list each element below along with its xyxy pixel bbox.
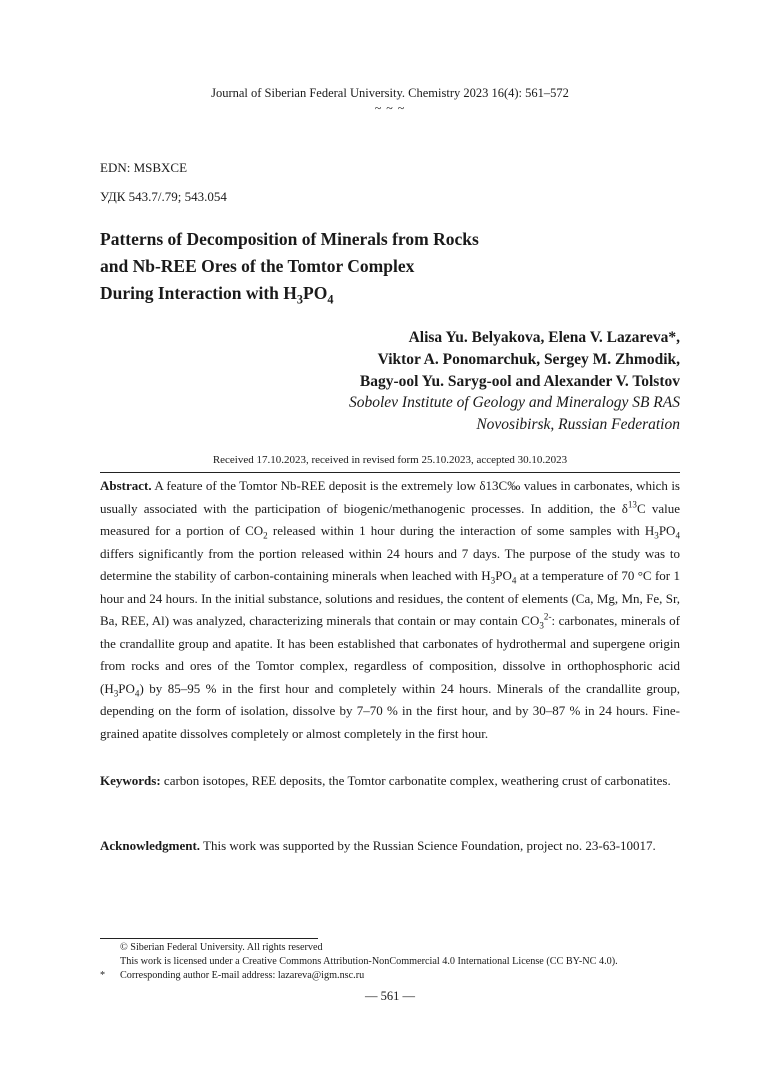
title-line-3 xyxy=(100,280,660,307)
license-note: This work is licensed under a Creative Commons Attribution-NonCommercial 4.0 International License (CC BY-NC 4.0). xyxy=(120,956,618,967)
keywords-text: carbon isotopes, REE deposits, the Tomtor carbonatite complex, weathering crust of carbonatites. xyxy=(160,773,671,788)
page-number: — 561 — xyxy=(365,989,415,1003)
corresponding-email: Corresponding author E-mail address: lazareva@igm.nsc.ru xyxy=(120,970,365,981)
authors-line-3: Bagy-ool Yu. Saryg-ool and Alexander V. Tolstov xyxy=(359,373,680,390)
abstract-segment: ) by 85–95 % in the first hour and completely within 24 hours. Minerals of the crandallite group, depending on the form of isolation, dissolve by 7–70 % in the first hour, and by 30–87 % in 24 hours. Fine-grained apatite dissolves completely or almost completely in the first hour. xyxy=(100,680,680,741)
abstract-segment: released within 1 hour during the interaction of some samples with H xyxy=(267,523,655,538)
abstract-segment: PO xyxy=(118,680,135,696)
copyright-note: © Siberian Federal University. All rights reserved xyxy=(120,942,323,953)
journal-header: Journal of Siberian Federal University. Chemistry 2023 16(4): 561–572 xyxy=(211,86,569,100)
abstract-label: Abstract. xyxy=(100,478,152,493)
abstract-segment: PO xyxy=(495,568,512,583)
affiliation xyxy=(349,392,680,436)
abstract-segment: C value measured for a portion of CO xyxy=(100,500,681,538)
abstract-segment: at a temperature of 70 °C for 1 hour and 24 hours. In the initial substance, solutions and residues, the content of elements (Ca, Mg, Mn, Fe, Sr, Ba, REE, Al) was analyzed, characterizing minerals that contain or may contain CO xyxy=(100,568,680,628)
authors-line-2: Viktor A. Ponomarchuk, Sergey M. Zhmodik, xyxy=(377,351,680,368)
author-list xyxy=(360,327,680,393)
abstract-text xyxy=(100,475,680,745)
footnotes xyxy=(100,941,700,983)
keywords-label: Keywords: xyxy=(100,773,161,788)
subscript: 4 xyxy=(675,530,680,541)
title-line-3-text: PO xyxy=(303,283,328,303)
affiliation-line-2: Novosibirsk, Russian Federation xyxy=(476,416,680,433)
superscript: 13 xyxy=(627,499,637,510)
subscript: 3 xyxy=(654,530,659,541)
abstract-segment: PO xyxy=(658,523,676,538)
title-subscript: 4 xyxy=(327,292,334,307)
title-line-1: Patterns of Decomposition of Minerals from Rocks xyxy=(100,229,479,249)
subscript: 2 xyxy=(263,530,268,541)
acknowledgment xyxy=(100,835,680,858)
abstract-segment: : carbonates, minerals of the crandallite group and apatite. It has been established that carbonates of hydrothermal and supergene origin from rocks and ores of the Tomtor complex, regardless of composition, dissolve in orthophosphoric acid (H xyxy=(100,613,680,696)
edn-code: EDN: MSBXCE xyxy=(100,160,188,175)
subscript: 3 xyxy=(539,620,544,631)
subscript: 3 xyxy=(490,575,496,586)
affiliation-line-1: Sobolev Institute of Geology and Mineralogy SB RAS xyxy=(348,394,680,411)
header-separator: ~ ~ ~ xyxy=(374,101,406,115)
subscript: 4 xyxy=(134,688,140,699)
udk-code: УДК 543.7/.79; 543.054 xyxy=(100,189,227,204)
title-line-3-text: During Interaction with H xyxy=(100,283,297,303)
abstract-divider xyxy=(100,472,680,473)
paper-title xyxy=(100,226,660,307)
authors-line-1: Alisa Yu. Belyakova, Elena V. Lazareva*, xyxy=(408,329,680,346)
abstract-segment: differs significantly from the portion released within 24 hours and 7 days. The purpose of the study was to determine the stability of carbon-containing minerals when leached with H xyxy=(100,545,680,583)
abstract-segment: A feature of the Tomtor Nb-REE deposit is the extremely low δ13C‰ values in carbonates, which is usually associated with the participation of biogenic/methanogenic processes. In addition, the δ xyxy=(100,478,680,516)
title-line-2: and Nb-REE Ores of the Tomtor Complex xyxy=(100,256,415,276)
footnote-star: * xyxy=(100,970,106,981)
corresponding-note xyxy=(100,969,700,983)
abstract xyxy=(100,475,680,745)
footnote-divider xyxy=(100,938,318,939)
subscript: 4 xyxy=(511,575,517,586)
acknowledgment-text: This work was supported by the Russian Science Foundation, project no. 23-63-10017. xyxy=(200,838,656,853)
keywords xyxy=(100,770,680,793)
acknowledgment-label: Acknowledgment. xyxy=(100,838,201,853)
received-dates: Received 17.10.2023, received in revised form 25.10.2023, accepted 30.10.2023 xyxy=(212,454,568,466)
subscript: 3 xyxy=(113,688,119,699)
title-subscript: 3 xyxy=(296,292,303,307)
superscript: 2- xyxy=(543,611,552,622)
